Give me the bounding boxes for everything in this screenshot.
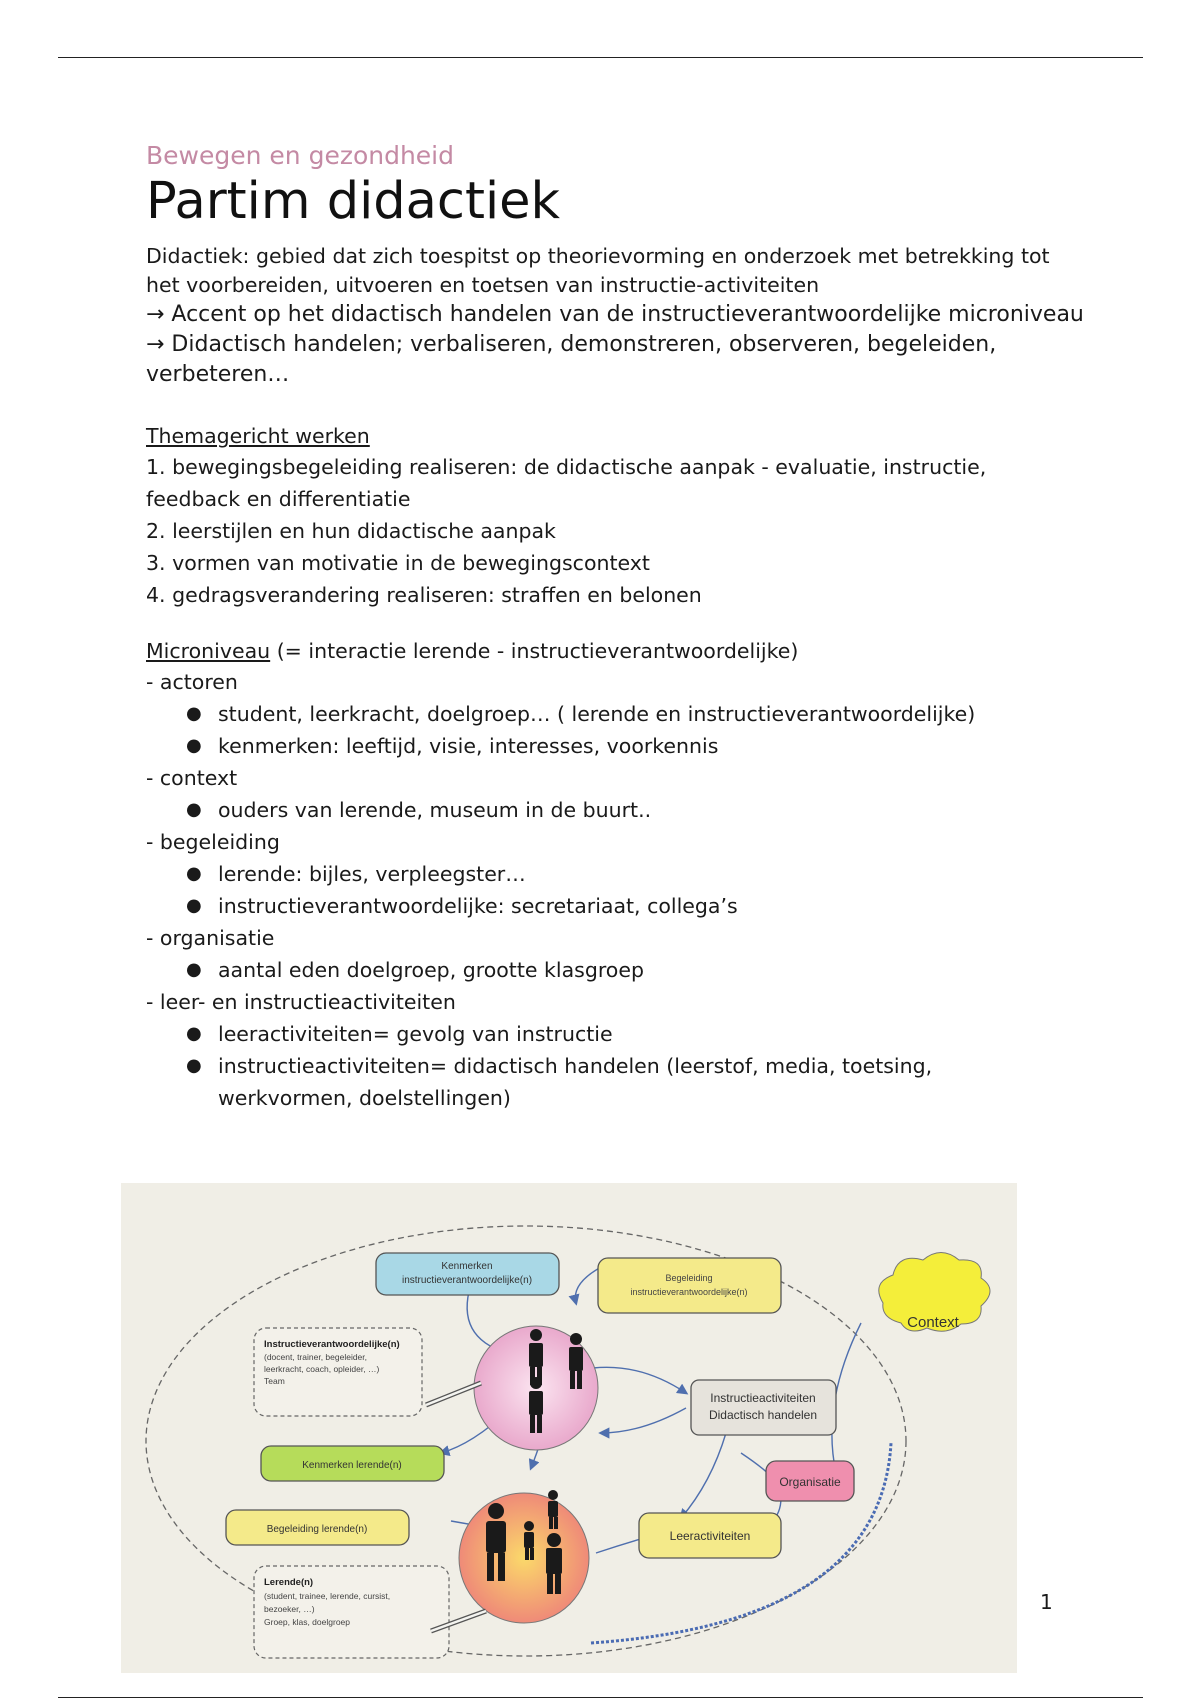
list-item: ● student, leerkracht, doelgroep… ( lerende en instructieverantwoordelijke) (186, 702, 976, 726)
list-item: ● lerende: bijles, verpleegster… (186, 862, 526, 886)
diagram-svg (121, 1183, 1017, 1673)
kenmerken-instr-box (376, 1253, 559, 1295)
group-label: - leer- en instructieactiviteiten (146, 990, 456, 1014)
micro-heading: Microniveau (= interactie lerende - instructieverantwoordelijke) (146, 639, 799, 663)
kenmerken-instr-label-2: instructieverantwoordelijke(n) (401, 1275, 533, 1286)
lerende-box-line-2: (student, trainee, lerende, cursist, (264, 1591, 391, 1601)
kenmerken-lerende-label: Kenmerken lerende(n) (302, 1460, 402, 1471)
instr-activiteiten-label-2: Didactisch handelen (708, 1408, 818, 1422)
list-item: ● leeractiviteiten= gevolg van instructie (186, 1022, 613, 1046)
page-content (146, 140, 1086, 1114)
begeleiding-lerende-label: Begeleiding lerende(n) (266, 1524, 368, 1535)
arrow-line-1: → Accent op het didactisch handelen van de instructieverantwoordelijke microniveau (146, 302, 1084, 327)
begeleiding-instr-label-1: Begeleiding (665, 1273, 713, 1283)
bottom-rule (58, 1697, 1143, 1698)
bullet-list (146, 794, 1086, 826)
list-item: ● instructieverantwoordelijke: secretariaat, collega’s (186, 894, 738, 918)
instr-box-title: Instructieverantwoordelijke(n) (264, 1339, 400, 1350)
list-item: ● instructieactiviteiten= didactisch handelen (leerstof, media, toetsing, werkvormen, doelstellingen) (186, 1054, 933, 1110)
instr-box-line-3: leerkracht, coach, opleider, …) (264, 1364, 380, 1374)
organisatie-label: Organisatie (779, 1475, 841, 1489)
list-item: 1. bewegingsbegeleiding realiseren: de didactische aanpak - evaluatie, instructie, feedback en differentiatie (146, 455, 987, 511)
bullet-list (146, 698, 1086, 762)
subtitle: Bewegen en gezondheid (146, 141, 454, 170)
lerende-box-line-3: bezoeker, …) (264, 1604, 315, 1614)
list-item: 3. vormen van motivatie in de bewegingscontext (146, 551, 650, 575)
kenmerken-instr-label-1: Kenmerken (441, 1261, 493, 1272)
instr-box-line-4: Team (264, 1376, 285, 1386)
instr-activiteiten-label-1: Instructieactiviteiten (710, 1391, 816, 1405)
page-number: 1 (1040, 1590, 1053, 1614)
list-item: 2. leerstijlen en hun didactische aanpak (146, 519, 556, 543)
group-label: - organisatie (146, 926, 275, 950)
definition: Didactiek: gebied dat zich toespitst op theorievorming en onderzoek met betrekking tot het voorbereiden, uitvoeren en toetsen van instructie-activiteiten (146, 244, 1050, 297)
bullet-list (146, 1018, 1086, 1114)
bullet-list (146, 858, 1086, 922)
list-item: ● aantal eden doelgroep, grootte klasgroep (186, 958, 644, 982)
themes-list (146, 451, 1086, 611)
begeleiding-instr-box (598, 1258, 781, 1313)
instr-box-line-2: (docent, trainer, begeleider, (264, 1352, 368, 1362)
group-label: - begeleiding (146, 830, 280, 854)
list-item: ● ouders van lerende, museum in de buurt.. (186, 798, 652, 822)
list-item: 4. gedragsverandering realiseren: straffen en belonen (146, 583, 702, 607)
list-item: ● kenmerken: leeftijd, visie, interesses, voorkennis (186, 734, 719, 758)
micro-level-diagram (121, 1183, 1017, 1673)
begeleiding-instr-label-2: instructieverantwoordelijke(n) (630, 1287, 748, 1297)
themes-heading: Themagericht werken (146, 424, 370, 448)
leeractiviteiten-label: Leeractiviteiten (669, 1529, 751, 1543)
arrow-line-2: → Didactisch handelen; verbaliseren, demonstreren, observeren, begeleiden, verbeteren… (146, 332, 997, 387)
group-label: - actoren (146, 670, 238, 694)
learners-circle (459, 1493, 589, 1623)
context-label: Context (907, 1314, 959, 1331)
bullet-list (146, 954, 1086, 986)
page-title: Partim didactiek (146, 172, 561, 231)
top-rule (58, 57, 1143, 58)
group-label: - context (146, 766, 238, 790)
lerende-box-line-4: Groep, klas, doelgroep (264, 1617, 350, 1627)
lerende-box-title: Lerende(n) (264, 1577, 314, 1588)
